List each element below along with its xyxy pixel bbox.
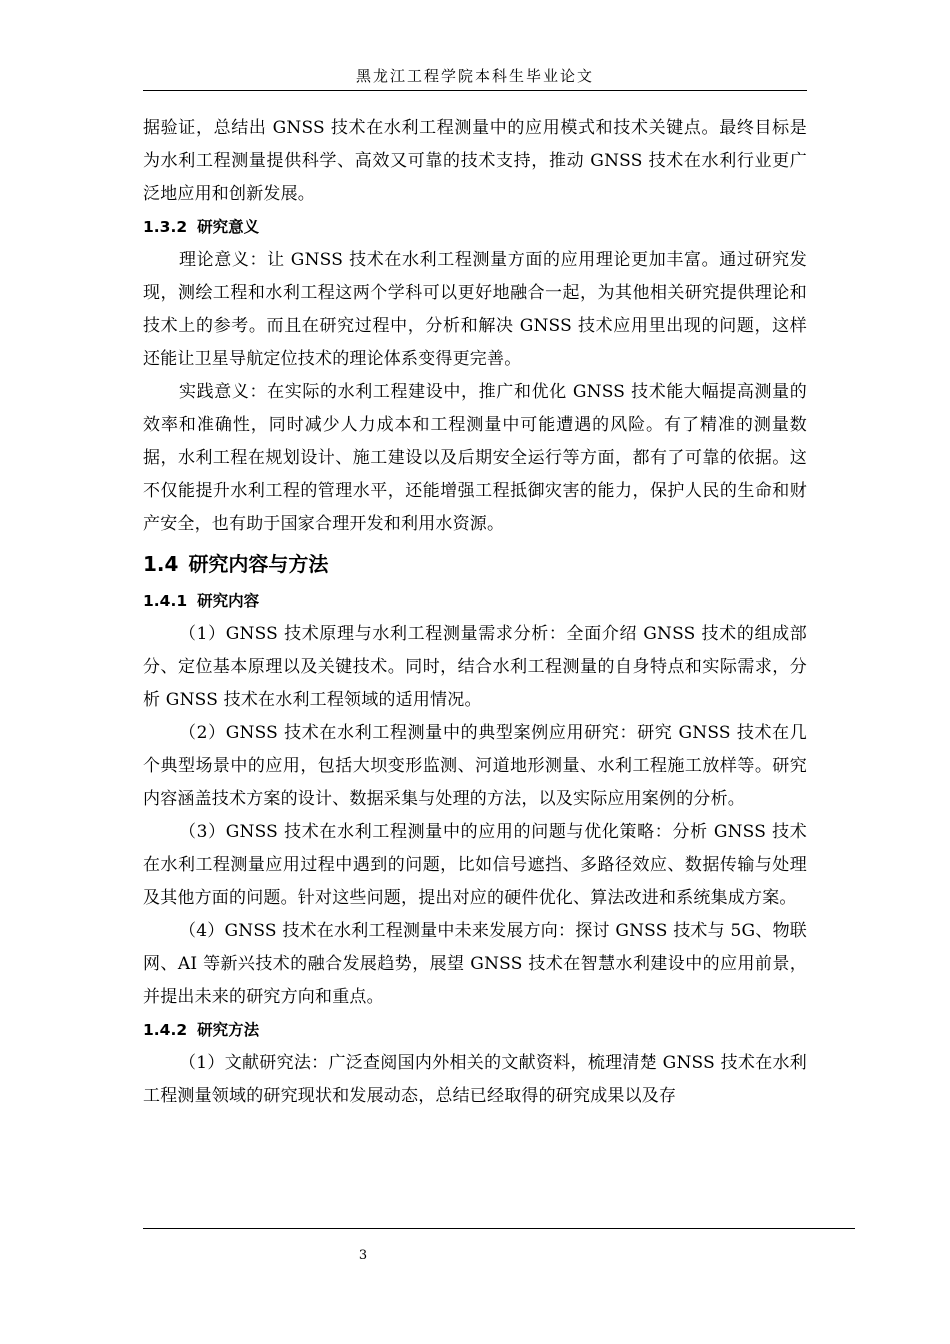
document-body [143,112,807,1113]
paragraph-content-2: （2）GNSS 技术在水利工程测量中的典型案例应用研究：研究 GNSS 技术在几个典型场景中的应用，包括大坝变形监测、河道地形测量、水利工程施工放样等。研究内容涵盖技术方案的设计、数据采集与处理的方法，以及实际应用案例的分析。 [143,723,807,809]
paragraph-theoretical-significance: 理论意义：让 GNSS 技术在水利工程测量方面的应用理论更加丰富。通过研究发现，测绘工程和水利工程这两个学科可以更好地融合一起，为其他相关研究提供理论和技术上的参考。而且在研究过程中，分析和解决 GNSS 技术应用里出现的问题，这样还能让卫星导航定位技术的理论体系变得更完善。 [143,250,807,369]
footer-rule [143,1228,855,1229]
heading-title: 研究内容 [197,592,260,610]
paragraph-method-1: （1）文献研究法：广泛查阅国内外相关的文献资料，梳理清楚 GNSS 技术在水利工程测量领域的研究现状和发展动态，总结已经取得的研究成果以及存 [143,1053,807,1106]
heading-number: 1.4.2 [143,1021,188,1039]
paragraph-practical-significance: 实践意义：在实际的水利工程建设中，推广和优化 GNSS 技术能大幅提高测量的效率和准确性，同时减少人力成本和工程测量中可能遭遇的风险。有了精准的测量数据，水利工程在规划设计、施工建设以及后期安全运行等方面，都有了可靠的依据。这不仅能提升水利工程的管理水平，还能增强工程抵御灾害的能力，保护人民的生命和财产安全，也有助于国家合理开发和利用水资源。 [143,382,807,534]
header-rule [143,90,807,91]
heading-1-4-2 [143,1014,807,1047]
heading-title: 研究内容与方法 [188,552,329,576]
heading-number: 1.4.1 [143,592,188,610]
heading-title: 研究意义 [197,218,260,236]
running-header: 黑龙江工程学院本科生毕业论文 [355,67,594,85]
paragraph-intro: 据验证，总结出 GNSS 技术在水利工程测量中的应用模式和技术关键点。最终目标是为水利工程测量提供科学、高效又可靠的技术支持，推动 GNSS 技术在水利行业更广泛地应用和创新发展。 [143,118,807,204]
heading-1-4-1 [143,585,807,618]
page-number: 3 [358,1248,368,1263]
paragraph-content-3: （3）GNSS 技术在水利工程测量中的应用的问题与优化策略：分析 GNSS 技术在水利工程测量应用过程中遇到的问题，比如信号遮挡、多路径效应、数据传输与处理及其他方面的问题。针对这些问题，提出对应的硬件优化、算法改进和系统集成方案。 [143,822,807,908]
paragraph-content-1: （1）GNSS 技术原理与水利工程测量需求分析：全面介绍 GNSS 技术的组成部分、定位基本原理以及关键技术。同时，结合水利工程测量的自身特点和实际需求，分析 GNSS 技术在水利工程领域的适用情况。 [143,624,807,710]
heading-1-3-2 [143,211,807,244]
heading-number: 1.3.2 [143,218,188,236]
heading-title: 研究方法 [197,1021,260,1039]
heading-number: 1.4 [143,552,179,576]
paragraph-content-4: （4）GNSS 技术在水利工程测量中未来发展方向：探讨 GNSS 技术与 5G、物联网、AI 等新兴技术的融合发展趋势，展望 GNSS 技术在智慧水利建设中的应用前景，并提出未来的研究方向和重点。 [143,921,807,1007]
heading-1-4 [143,547,807,581]
